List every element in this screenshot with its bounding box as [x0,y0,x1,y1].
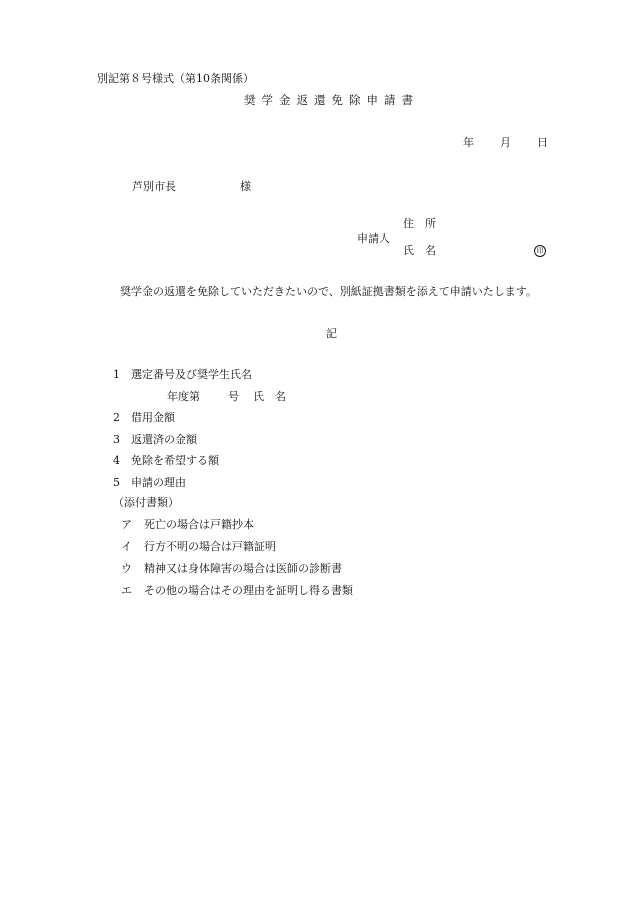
attachment-mark: ア [121,518,132,531]
attachment-mark: ウ [121,562,132,575]
item-text: 借用金額 [131,411,175,424]
ki-heading: 記 [326,327,337,340]
applicant-label: 申請人 [357,232,390,245]
item-text: 申請の理由 [131,476,186,489]
attachment-mark: エ [121,584,132,597]
item-number: 2 [113,411,120,424]
seal-mark-icon: 印 [534,245,546,257]
item-number: 3 [113,433,120,446]
item-number: 5 [113,476,120,489]
date-day-label: 日 [537,136,548,149]
applicant-address-label: 住 所 [403,217,436,230]
attachment-text: その他の場合はその理由を証明し得る書類 [144,584,353,597]
addressee-honorific: 様 [240,180,251,193]
attachment-text: 死亡の場合は戸籍抄本 [144,518,254,531]
item-number: 1 [113,368,120,381]
item-text: 返還済の金額 [131,433,197,446]
addressee-name: 芦別市長 [132,180,176,193]
document-title: 奨学金返還免除申請書 [244,93,419,107]
student-name-label: 氏 名 [253,390,286,403]
attachment-text: 行方不明の場合は戸籍証明 [144,540,276,553]
date-year-label: 年 [463,136,474,149]
applicant-name-label: 氏 名 [403,244,436,257]
item-text: 選定番号及び奨学生氏名 [131,368,252,381]
item-number: 4 [113,454,120,467]
body-text: 奨学金の返還を免除していただきたいので、別紙証拠書類を添えて申請いたします。 [120,285,537,298]
year-label: 年度第 [167,390,200,403]
item-text: 免除を希望する額 [131,454,219,467]
number-label: 号 [228,390,239,403]
attachment-mark: イ [121,540,132,553]
attachment-text: 精神又は身体障害の場合は医師の診断書 [144,562,342,575]
attachments-heading: （添付書類） [113,496,179,509]
form-number: 別記第８号様式（第10条関係） [97,72,254,85]
date-month-label: 月 [500,136,511,149]
